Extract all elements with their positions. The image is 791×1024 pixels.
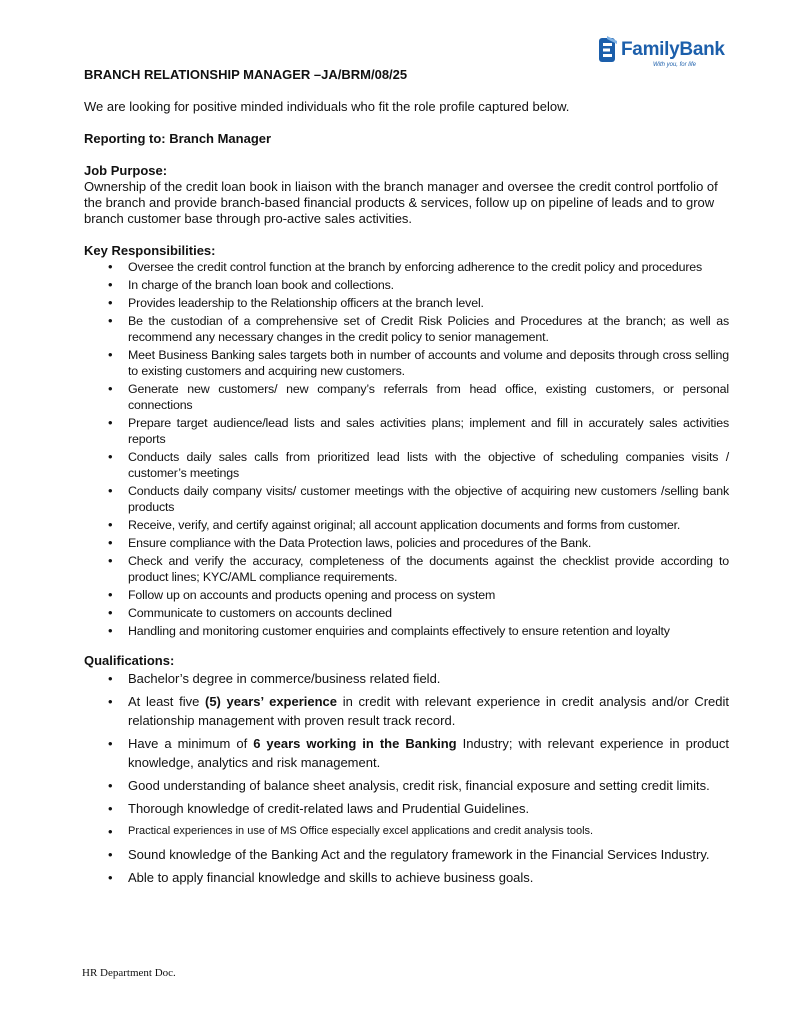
list-item: • Follow up on accounts and products opening and process on system: [108, 587, 496, 602]
job-purpose-text: Ownership of the credit loan book in liaison with the branch manager and oversee the credit control portfolio of the branch and provide branch-based financial products & services, follow up on pipeline of leads and to grow branch customer base through pro-active sales activities.: [84, 179, 718, 226]
bullet-icon: •: [108, 277, 113, 292]
bullet-icon: •: [108, 824, 113, 839]
qualifications-list: [84, 669, 729, 887]
list-item: • At least five (5) years’ experience in credit with relevant experience in credit analysis and/or Credit relationship management with proven result track record.: [108, 694, 730, 728]
bullet-icon: •: [108, 415, 113, 430]
bullet-icon: •: [108, 295, 113, 310]
responsibilities-heading: Key Responsibilities:: [84, 243, 216, 258]
bullet-icon: •: [108, 535, 113, 550]
list-item: • Thorough knowledge of credit-related laws and Prudential Guidelines.: [108, 801, 530, 816]
bullet-icon: •: [108, 870, 113, 885]
bullet-icon: •: [108, 449, 113, 464]
logo-tagline: With you, for life: [653, 62, 696, 68]
list-item: • Receive, verify, and certify against original; all account application documents and forms from customer.: [108, 517, 681, 532]
job-purpose-heading: Job Purpose:: [84, 163, 168, 178]
list-item: • Sound knowledge of the Banking Act and the regulatory framework in the Financial Services Industry.: [108, 847, 710, 862]
list-item: • In charge of the branch loan book and collections.: [108, 277, 394, 292]
footer-text: HR Department Doc.: [82, 967, 176, 979]
list-item: • Prepare target audience/lead lists and sales activities plans; implement and fill in accurately sales activities reports: [108, 415, 729, 446]
list-item: • Able to apply financial knowledge and skills to achieve business goals.: [108, 870, 534, 885]
list-item: • Generate new customers/ new company’s referrals from head office, existing customers, or personal connections: [108, 381, 729, 412]
bullet-icon: •: [108, 553, 113, 568]
reporting-line: Reporting to: Branch Manager: [84, 131, 272, 146]
family-bank-logo-icon: [597, 36, 619, 64]
list-item: • Oversee the credit control function at the branch by enforcing adherence to the credit policy and procedures: [108, 259, 703, 274]
list-item: • Conducts daily company visits/ customer meetings with the objective of acquiring new customers /selling bank products: [108, 483, 729, 514]
list-item: • Ensure compliance with the Data Protection laws, policies and procedures of the Bank.: [108, 535, 592, 550]
list-item: • Meet Business Banking sales targets both in number of accounts and volume and deposits through cross selling to existing customers and acquiring new customers.: [108, 347, 729, 378]
bullet-icon: •: [108, 587, 113, 602]
bullet-icon: •: [108, 671, 113, 686]
logo-wordmark: FamilyBank: [621, 39, 725, 60]
bullet-icon: •: [108, 381, 113, 396]
bullet-icon: •: [108, 347, 113, 362]
list-item: • Have a minimum of 6 years working in the Banking Industry; with relevant experience in product knowledge, analytics and risk management.: [108, 736, 729, 770]
bullet-icon: •: [108, 605, 113, 620]
bullet-icon: •: [108, 694, 113, 709]
list-item: • Provides leadership to the Relationship officers at the branch level.: [108, 295, 484, 310]
list-item: • Check and verify the accuracy, completeness of the documents against the checklist provide according to product lines; KYC/AML compliance requirements.: [108, 553, 729, 584]
bullet-icon: •: [108, 847, 113, 862]
bullet-icon: •: [108, 313, 113, 328]
bullet-icon: •: [108, 517, 113, 532]
qualifications-heading: Qualifications:: [84, 653, 175, 668]
bullet-icon: •: [108, 736, 113, 751]
bullet-icon: •: [108, 778, 113, 793]
document-body: [84, 67, 729, 891]
list-item: • Conducts daily sales calls from prioritized lead lists with the objective of scheduling companies visits / customer’s meetings: [108, 449, 729, 480]
list-item: • Be the custodian of a comprehensive set of Credit Risk Policies and Procedures at the branch; as well as recommend any necessary changes in the credit policy to senior management.: [108, 313, 729, 344]
intro-text: We are looking for positive minded individuals who fit the role profile captured below.: [84, 99, 570, 114]
responsibilities-list: [84, 259, 729, 639]
bullet-icon: •: [108, 801, 113, 816]
document-title: BRANCH RELATIONSHIP MANAGER –JA/BRM/08/25: [84, 67, 408, 82]
list-item: • Practical experiences in use of MS Office especially excel applications and credit analysis tools.: [108, 824, 594, 839]
bullet-icon: •: [108, 259, 113, 274]
list-item: • Handling and monitoring customer enquiries and complaints effectively to ensure retention and loyalty: [108, 623, 670, 638]
list-item: • Good understanding of balance sheet analysis, credit risk, financial exposure and setting credit limits.: [108, 778, 710, 793]
list-item: • Bachelor’s degree in commerce/business related field.: [108, 671, 441, 686]
bullet-icon: •: [108, 483, 113, 498]
list-item: • Communicate to customers on accounts declined: [108, 605, 392, 620]
bullet-icon: •: [108, 623, 113, 638]
